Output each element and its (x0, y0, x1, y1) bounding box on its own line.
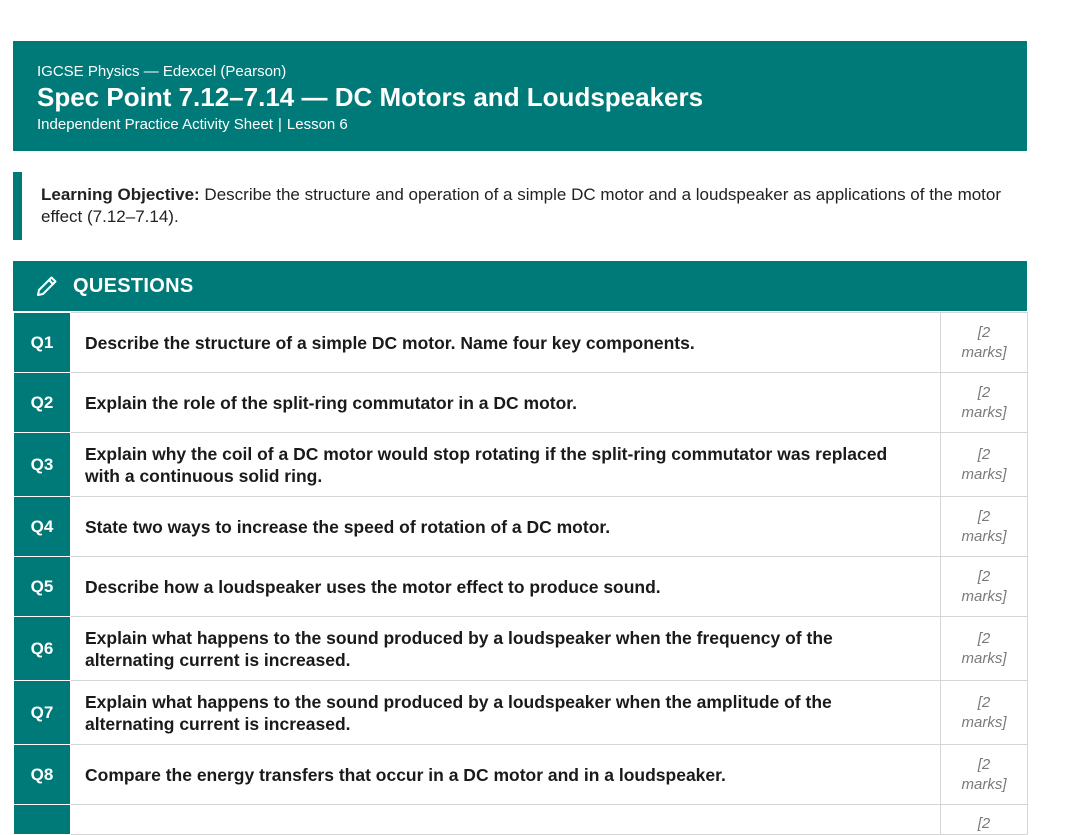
marks-cell (941, 617, 1028, 681)
question-row (14, 617, 1028, 681)
question-number: Q5 (14, 557, 71, 617)
questions-table (13, 312, 1028, 835)
question-row (14, 497, 1028, 557)
marks-value: [2 (977, 383, 991, 401)
question-text: State two ways to increase the speed of rotation of a DC motor. (71, 497, 941, 557)
question-text (71, 805, 941, 835)
sheet-subtitle (37, 115, 1003, 134)
question-text: Explain what happens to the sound produced by a loudspeaker when the amplitude of the alternating current is increased. (71, 681, 941, 745)
marks-unit: marks] (961, 775, 1007, 793)
marks-unit: marks] (961, 587, 1007, 605)
learning-objective (13, 172, 1027, 240)
marks-value: [2 (977, 755, 991, 773)
page-title: Spec Point 7.12–7.14 — DC Motors and Loudspeakers (37, 82, 704, 112)
question-number: Q1 (14, 313, 71, 373)
marks-cell (941, 313, 1028, 373)
lesson-label: Lesson 6 (286, 116, 348, 133)
question-number (14, 805, 71, 835)
objective-text: Describe the structure and operation of a simple DC motor and a loudspeaker as applications of the motor effect (7.12–7.14). (41, 185, 1002, 226)
marks-value: [2 (977, 693, 991, 711)
marks-value: [2 (977, 445, 991, 463)
question-row (14, 681, 1028, 745)
question-row (14, 373, 1028, 433)
marks-cell (941, 373, 1028, 433)
question-row (14, 805, 1028, 835)
question-text: Describe how a loudspeaker uses the motor effect to produce sound. (71, 557, 941, 617)
marks-unit: marks] (961, 343, 1007, 361)
questions-title: QUESTIONS (73, 274, 194, 297)
marks-cell (941, 557, 1028, 617)
marks-value: [2 (977, 567, 991, 585)
question-number: Q6 (14, 617, 71, 681)
question-text: Describe the structure of a simple DC motor. Name four key components. (71, 313, 941, 373)
question-text: Explain what happens to the sound produced by a loudspeaker when the frequency of the alternating current is increased. (71, 617, 941, 681)
marks-value: [2 (977, 629, 991, 647)
question-row (14, 557, 1028, 617)
marks-cell (941, 681, 1028, 745)
question-number: Q4 (14, 497, 71, 557)
marks-cell (941, 497, 1028, 557)
question-row (14, 745, 1028, 805)
subject-line: IGCSE Physics — Edexcel (Pearson) (37, 63, 287, 80)
question-row (14, 433, 1028, 497)
marks-unit: marks] (961, 527, 1007, 545)
marks-unit: marks] (961, 465, 1007, 483)
marks-unit: marks] (961, 713, 1007, 731)
marks-unit: marks] (961, 403, 1007, 421)
pencil-icon (35, 274, 59, 298)
marks-cell (941, 433, 1028, 497)
question-text: Compare the energy transfers that occur in a DC motor and in a loudspeaker. (71, 745, 941, 805)
questions-header (13, 261, 1027, 311)
marks-value: [2 (977, 815, 991, 832)
marks-cell (941, 745, 1028, 805)
question-text: Explain why the coil of a DC motor would stop rotating if the split-ring commutator was replaced with a continuous solid ring. (71, 433, 941, 497)
marks-cell (941, 805, 1028, 835)
marks-value: [2 (977, 323, 991, 341)
question-number: Q8 (14, 745, 71, 805)
question-number: Q2 (14, 373, 71, 433)
question-row (14, 313, 1028, 373)
header-banner (13, 41, 1027, 151)
question-number: Q7 (14, 681, 71, 745)
objective-label: Learning Objective: (41, 185, 200, 204)
question-number: Q3 (14, 433, 71, 497)
subtitle-separator: | (277, 116, 282, 133)
sheet-type: Independent Practice Activity Sheet (37, 116, 273, 133)
question-text: Explain the role of the split-ring commutator in a DC motor. (71, 373, 941, 433)
marks-unit: marks] (961, 649, 1007, 667)
marks-value: [2 (977, 507, 991, 525)
